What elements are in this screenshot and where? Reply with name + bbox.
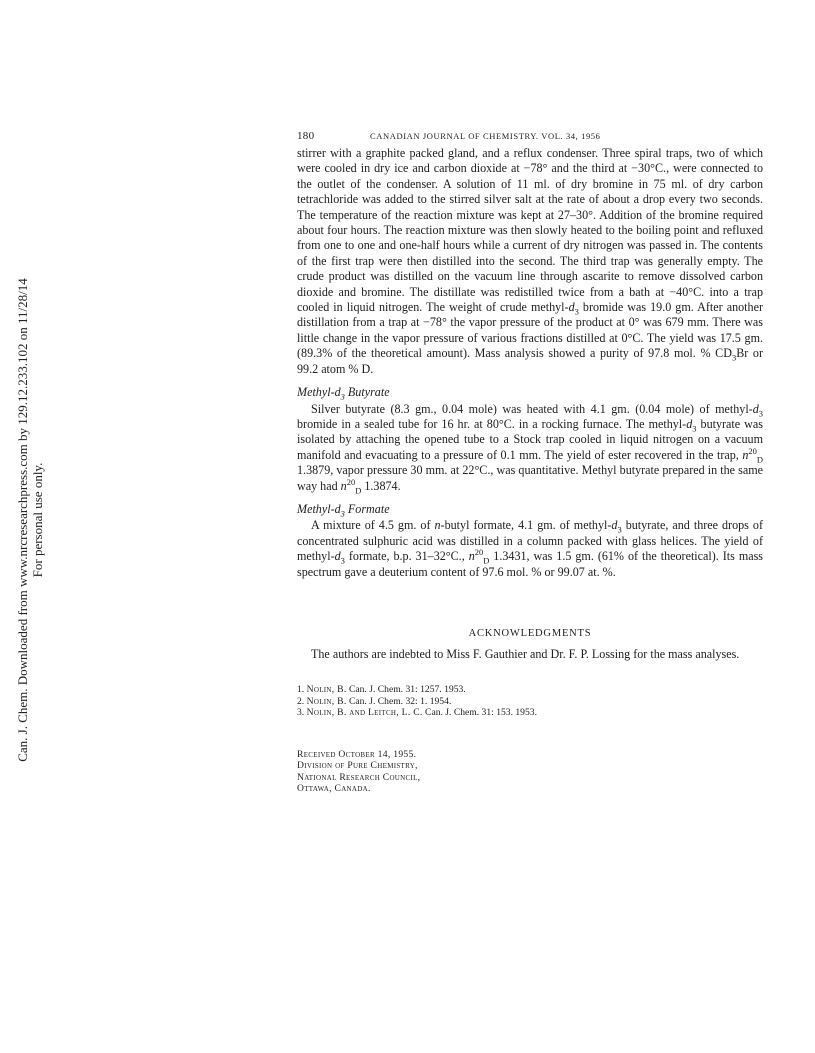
running-header (297, 128, 763, 146)
paragraph-methyl-formate: A mixture of 4.5 gm. of n-butyl formate, 4.1 gm. of methyl-$d_3$ butyrate, and three drops of concentrated sulphuric acid was distilled in a column packed with glass helices. The yield of methyl-$d_3$ formate, b.p. 31–32°C., $n^{20}_D$ 1.3431, was 1.5 gm. (61% of the theoretical). Its mass spectrum gave a deuterium content of 97.6 mol. % or 99.07 at. %. (297, 518, 764, 579)
received-date: Received October 14, 1955. (297, 748, 417, 760)
journal-page (297, 128, 763, 795)
page-number: 180 (297, 130, 315, 142)
received-affiliation-block (297, 749, 763, 795)
paragraph-methyl-butyrate: Silver butyrate (8.3 gm., 0.04 mole) was heated with 4.1 gm. (0.04 mole) of methyl-$d_3$ bromide in a sealed tube for 16 hr. at 80°C. in a rocking furnace. The methyl-$d_3$ butyrate was isolated by attaching the opened tube to a Stock trap cooled in liquid nitrogen on a vacuum manifold and evacuating to a pressure of 0.1 mm. The yield of ester recovered in the trap, $n^{20}_D$ 1.3879, vapor pressure 30 mm. at 22°C., was quantitative. Methyl butyrate prepared in the same way had $n^{20}_D$ 1.3874. (297, 401, 763, 495)
affiliation-city: Ottawa, Canada. (297, 783, 371, 795)
section-heading-methyl-formate: Methyl-$d_3$ Formate (297, 501, 390, 519)
watermark-line-2: For personal use only. (30, 462, 45, 578)
journal-title: CANADIAN JOURNAL OF CHEMISTRY. VOL. 34, 1956 (370, 131, 601, 141)
reference-item: 1. Nolin, B. Can. J. Chem. 31: 1257. 1953. (297, 684, 466, 696)
reference-item: 2. Nolin, B. Can. J. Chem. 32: 1. 1954. (297, 695, 452, 707)
acknowledgments-text: The authors are indebted to Miss F. Gauthier and Dr. F. P. Lossing for the mass analyses. (311, 646, 740, 661)
section-heading-methyl-butyrate: Methyl-$d_3$ Butyrate (297, 385, 390, 402)
references-list (297, 684, 763, 719)
reference-item: 3. Nolin, B. and Leitch, L. C. Can. J. Chem. 31: 153. 1953. (297, 707, 537, 719)
watermark-line-1: Can. J. Chem. Downloaded from www.nrcresearchpress.com by 129.12.233.102 on 11/28/14 (15, 278, 30, 762)
download-watermark (0, 0, 60, 1053)
affiliation-council: National Research Council, (297, 771, 421, 783)
paragraph-synthesis: stirrer with a graphite packed gland, and a reflux condenser. Three spiral traps, two of which were cooled in dry ice and carbon dioxide at −78° and the third at −30°C., were connected to the outlet of the condenser. A solution of 11 ml. of dry bromine in 75 ml. of dry carbon tetrachloride was added to the stirred silver salt at the rate of about a drop every two seconds. The temperature of the reaction mixture was kept at 27–30°. Addition of the bromine required about four hours. The reaction mixture was then slowly heated to the boiling point and refluxed from one to one and one-half hours while a current of dry nitrogen was passed in. The contents of the first trap were then distilled into the second. The third trap was generally empty. The crude product was distilled on the vacuum line through ascarite to remove dissolved carbon dioxide and bromine. The distillate was redistilled twice from a bath at −40°C. into a trap cooled in liquid nitrogen. The weight of crude methyl-$d_3$ bromide was 19.0 gm. After another distillation from a trap at −78° the vapor pressure of the product at 0° was 679 mm. There was little change in the vapor pressure of various fractions distilled at 0°C. The yield was 17.5 gm. (89.3% of the theoretical amount). Mass analysis showed a purity of 97.8 mol. % $CD_3Br$ or 99.2 atom % D. (297, 146, 764, 376)
acknowledgments-heading: ACKNOWLEDGMENTS (468, 627, 592, 639)
affiliation-division: Division of Pure Chemistry, (297, 760, 418, 772)
